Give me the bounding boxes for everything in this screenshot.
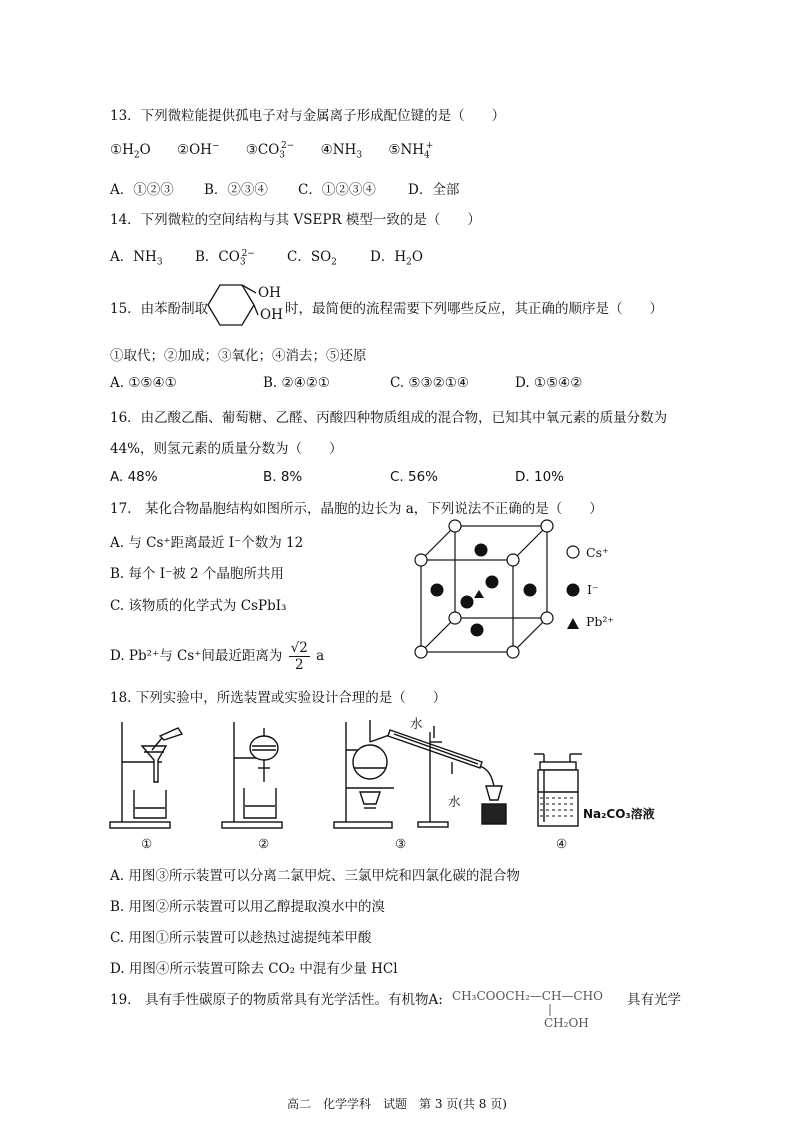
- q18-option-c[interactable]: C. 用图①所示装置可以趁热过滤提纯苯甲酸: [110, 930, 372, 946]
- q14-option-b[interactable]: B．$CO_3^{2-}$: [195, 248, 255, 268]
- q18-stem: 18. 下列实验中，所选装置或实验设计合理的是（ ）: [110, 690, 447, 706]
- q16-option-a[interactable]: A. 48%: [110, 469, 158, 485]
- q19-stem-post: 具有光学: [627, 992, 681, 1008]
- q15-oh-1: OH: [258, 285, 281, 301]
- q13-species: [110, 141, 433, 160]
- q17-stem: 17. 某化合物晶胞结构如图所示，晶胞的边长为 a，下列说法不正确的是（ ）: [110, 501, 603, 517]
- q13-stem: 13．下列微粒能提供孤电子对与金属离子形成配位键的是（ ）: [110, 108, 506, 124]
- q13-option-a[interactable]: A．①②③: [110, 182, 174, 198]
- q13-option-c[interactable]: C．①②③④: [298, 182, 376, 198]
- q18-option-d[interactable]: D. 用图④所示装置可除去 CO₂ 中混有少量 HCl: [110, 961, 398, 977]
- q16-stem-2: 44%，则氢元素的质量分数为（ ）: [110, 441, 343, 457]
- apparatus-label-3: ③: [395, 836, 407, 851]
- apparatus-label-2: ②: [258, 836, 270, 851]
- species-3: $③CO_3^{2-}$: [245, 141, 295, 161]
- species-2: ②OH−: [177, 141, 220, 158]
- q15-option-a[interactable]: A. ①⑤④①: [110, 375, 177, 391]
- legend-cs-icon: [566, 545, 580, 559]
- water-inlet-label: 水: [410, 716, 423, 731]
- apparatus-label-4: ④: [556, 836, 568, 851]
- q14-option-d[interactable]: D．$H_2O$: [370, 249, 423, 268]
- q16-option-c[interactable]: C. 56%: [390, 469, 439, 485]
- q15-option-d[interactable]: D. ①⑤④②: [515, 375, 583, 391]
- q18-option-b[interactable]: B. 用图②所示装置可以用乙醇提取溴水中的溴: [110, 899, 386, 915]
- q17-option-b[interactable]: B. 每个 I⁻被 2 个晶胞所共用: [110, 566, 284, 582]
- q15-option-c[interactable]: C. ⑤③②①④: [390, 375, 469, 391]
- q18-option-a[interactable]: A. 用图③所示装置可以分离二氯甲烷、三氯甲烷和四氯化碳的混合物: [110, 868, 520, 884]
- apparatus-1-filtration: [108, 718, 188, 830]
- legend-i-label: I⁻: [587, 582, 599, 597]
- solution-label: Na₂CO₃溶液: [583, 807, 655, 821]
- q17-option-d-post: a: [316, 648, 325, 664]
- species-5: $⑤NH_4^+$: [388, 141, 434, 161]
- q17-option-a[interactable]: A. 与 Cs⁺距离最近 I⁻个数为 12: [110, 535, 304, 551]
- q17-option-d-pre: D. Pb²⁺与 Cs⁺间最近距离为: [110, 648, 283, 664]
- q15-stem-pre: 15．由苯酚制取: [110, 301, 209, 317]
- q17-option-d[interactable]: [110, 640, 324, 673]
- q14-option-c[interactable]: C．$SO_2$: [287, 249, 337, 268]
- q15-oh-2: OH: [260, 307, 283, 323]
- q14-option-a[interactable]: A．$NH_3$: [110, 249, 163, 268]
- q16-option-b[interactable]: B. 8%: [263, 469, 303, 485]
- q17-option-c[interactable]: C. 该物质的化学式为 CsPbI₃: [110, 598, 287, 614]
- water-outlet-label: 水: [448, 794, 461, 809]
- q16-option-d[interactable]: D. 10%: [515, 469, 564, 485]
- q13-option-b[interactable]: B．②③④: [204, 182, 268, 198]
- legend-pb-label: Pb²⁺: [586, 614, 615, 629]
- crystal-cell-diagram: [415, 520, 550, 655]
- fraction: $\frac{√2}{2}$: [290, 640, 308, 673]
- apparatus-label-1: ①: [141, 836, 153, 851]
- species-4: $④NH_3$: [320, 141, 363, 161]
- q14-stem: 14．下列微粒的空间结构与其 VSEPR 模型一致的是（ ）: [110, 212, 481, 228]
- species-1: $①H_2O$: [110, 141, 151, 161]
- legend-i-icon: [566, 583, 580, 597]
- q15-stem-post: 时，最简便的流程需要下列哪些反应，其正确的顺序是（ ）: [285, 301, 663, 317]
- apparatus-2-separatory-funnel: [220, 718, 300, 830]
- apparatus-4-gas-washing-bottle: [530, 752, 590, 830]
- q19-formula-branch: CH₂OH: [544, 1016, 589, 1030]
- q19-stem-pre: 19. 具有手性碳原子的物质常具有光学活性。有机物A:: [110, 992, 443, 1008]
- page-footer: 高二 化学学科 试题 第 3 页(共 8 页): [287, 1097, 507, 1111]
- legend-pb-icon: [566, 617, 580, 631]
- q15-option-b[interactable]: B. ②④②①: [263, 375, 330, 391]
- q15-reactions: ①取代；②加成；③氧化；④消去；⑤还原: [110, 348, 367, 364]
- q13-option-d[interactable]: D．全部: [408, 182, 460, 198]
- q19-formula-main: CH₃COOCH₂—CH—CHO: [452, 989, 603, 1003]
- legend-cs-label: Cs⁺: [586, 545, 609, 560]
- q16-stem-1: 16．由乙酸乙酯、葡萄糖、乙醛、丙酸四种物质组成的混合物，已知其中氧元素的质量分数为: [110, 410, 668, 426]
